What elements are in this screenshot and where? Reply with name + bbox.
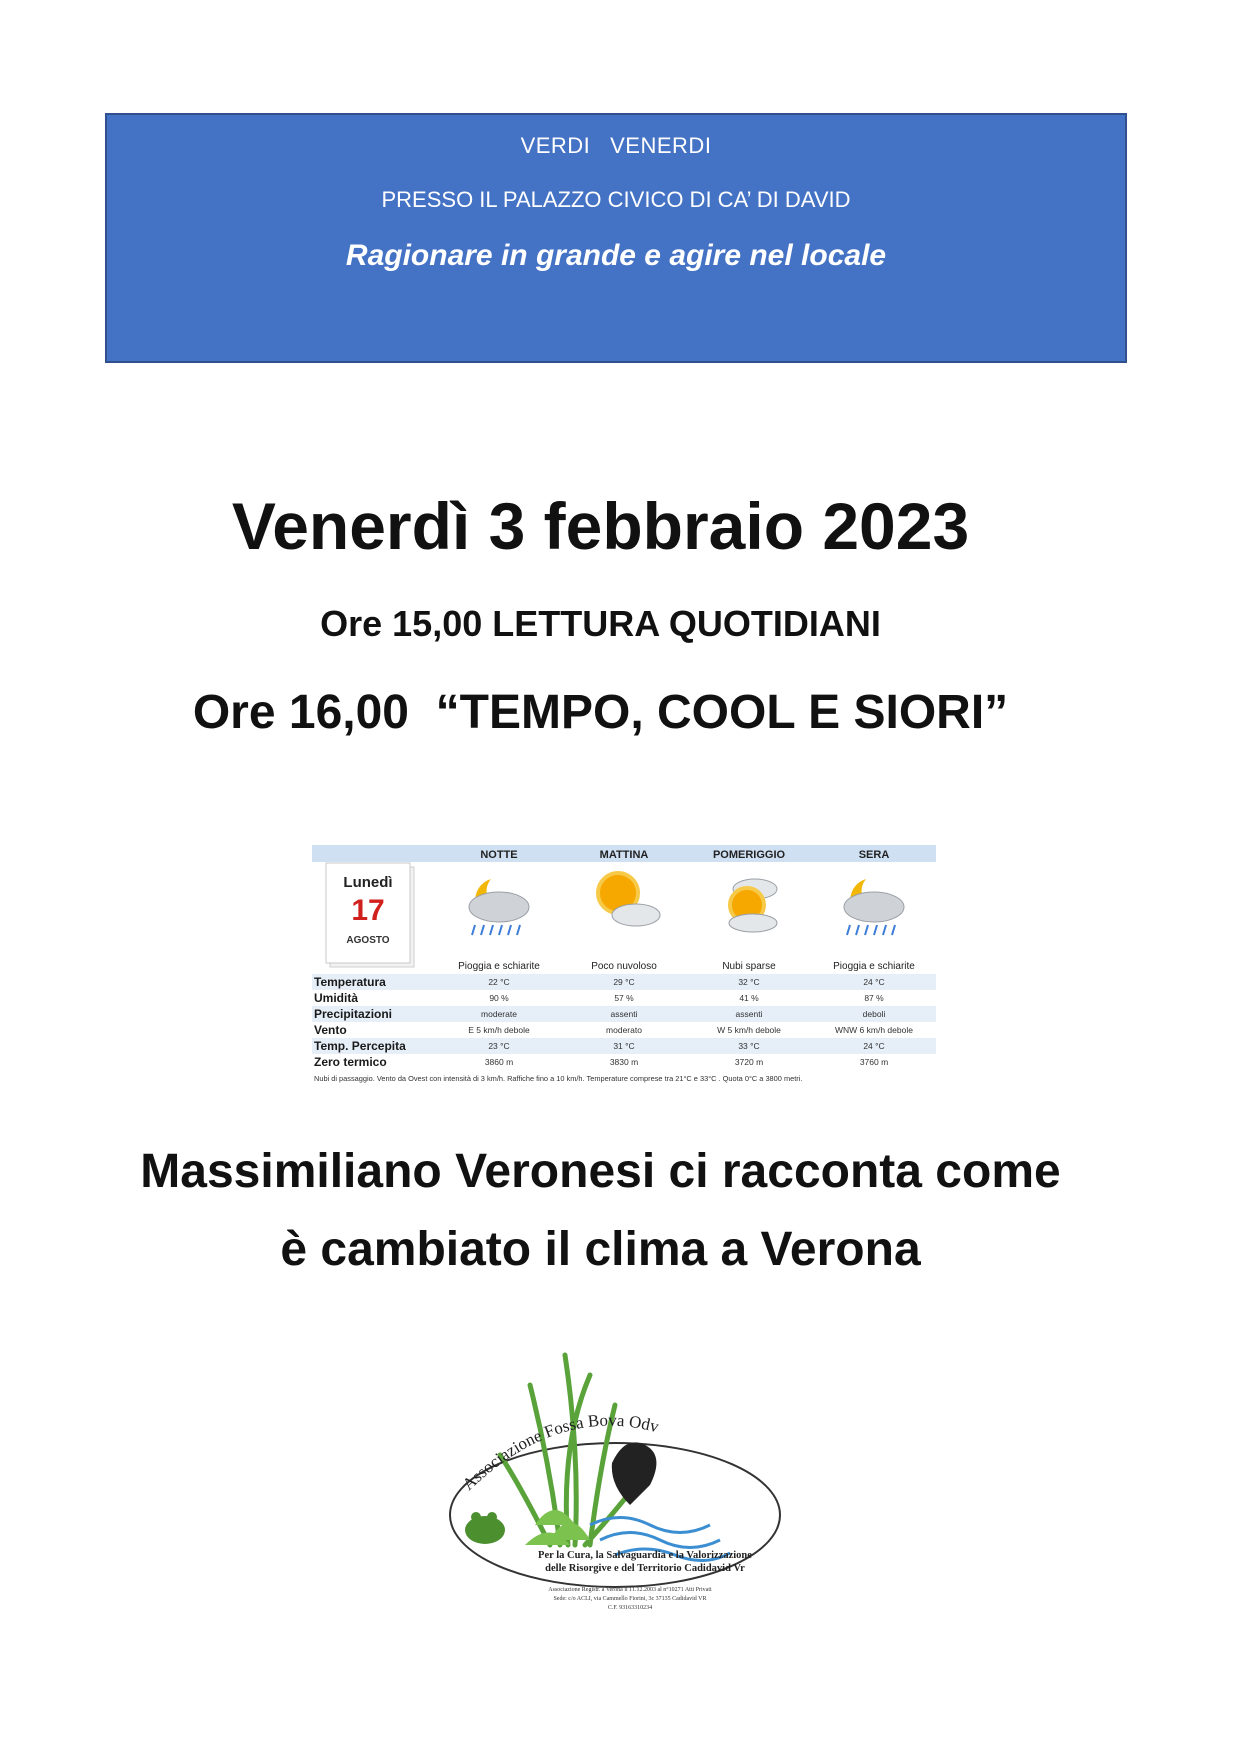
schedule-item-talk: Ore 16,00 “TEMPO, COOL E SIORI” bbox=[192, 686, 1009, 739]
row-label: Umidità bbox=[314, 991, 359, 1005]
table-cell: W 5 km/h debole bbox=[717, 1025, 781, 1035]
column-header: POMERIGGIO bbox=[712, 849, 786, 861]
heart-icon bbox=[612, 1442, 657, 1505]
calendar-weekday: Lunedì bbox=[343, 874, 393, 891]
table-cell: WNW 6 km/h debole bbox=[835, 1025, 913, 1035]
header-banner bbox=[105, 113, 1127, 363]
logo-caption-2: delle Risorgive e del Territorio Cadidavid Vr bbox=[545, 1563, 745, 1574]
banner-title: VERDI VENERDI bbox=[520, 133, 712, 158]
forecast-note: Nubi di passaggio. Vento da Ovest con intensità di 3 km/h. Raffiche fino a 10 km/h. Temperature comprese tra 21°C e 33°C . Quota 0°C a 3800 metri. bbox=[314, 1074, 803, 1083]
column-header: SERA bbox=[858, 849, 890, 861]
association-logo bbox=[440, 1345, 800, 1625]
table-cell: 22 °C bbox=[488, 977, 510, 987]
weather-forecast-table bbox=[312, 843, 936, 1103]
logo-small-3: C.F. 93163310234 bbox=[607, 1605, 653, 1611]
schedule-item-reading: Ore 15,00 LETTURA QUOTIDIANI bbox=[320, 603, 881, 644]
condition-label: Nubi sparse bbox=[722, 961, 776, 972]
table-cell: 3860 m bbox=[484, 1057, 514, 1067]
logo-caption-1: Per la Cura, la Salvaguardia e la Valorizzazione bbox=[538, 1550, 752, 1561]
condition-label: Poco nuvoloso bbox=[591, 961, 657, 972]
table-cell: E 5 km/h debole bbox=[468, 1025, 530, 1035]
table-cell: 41 % bbox=[739, 993, 759, 1003]
speaker-announcement bbox=[0, 1133, 1221, 1289]
calendar-icon bbox=[326, 863, 414, 967]
table-cell: 32 °C bbox=[738, 977, 760, 987]
table-cell: moderato bbox=[606, 1025, 642, 1035]
table-cell: 29 °C bbox=[613, 977, 635, 987]
table-cell: deboli bbox=[862, 1009, 886, 1019]
table-cell: assenti bbox=[610, 1009, 638, 1019]
column-header: NOTTE bbox=[480, 849, 518, 861]
calendar-month: AGOSTO bbox=[346, 935, 390, 946]
calendar-day: 17 bbox=[351, 894, 385, 927]
event-date: Venerdì 3 febbraio 2023 bbox=[231, 489, 970, 563]
table-cell: 57 % bbox=[614, 993, 634, 1003]
speaker-line-2: è cambiato il clima a Verona bbox=[280, 1223, 921, 1276]
table-cell: 90 % bbox=[489, 993, 509, 1003]
column-header: MATTINA bbox=[599, 849, 649, 861]
condition-label: Pioggia e schiarite bbox=[833, 961, 915, 972]
banner-tagline: Ragionare in grande e agire nel locale bbox=[345, 239, 887, 272]
table-cell: assenti bbox=[735, 1009, 763, 1019]
row-label: Temp. Percepita bbox=[314, 1039, 406, 1053]
row-label: Precipitazioni bbox=[314, 1007, 393, 1021]
condition-label: Pioggia e schiarite bbox=[458, 961, 540, 972]
row-label: Temperatura bbox=[314, 975, 386, 989]
speaker-line-1: Massimiliano Veronesi ci racconta come bbox=[140, 1145, 1061, 1198]
table-cell: 33 °C bbox=[738, 1041, 760, 1051]
table-cell: 3830 m bbox=[609, 1057, 639, 1067]
frog-icon bbox=[465, 1512, 505, 1544]
table-cell: 87 % bbox=[864, 993, 884, 1003]
table-cell: 3720 m bbox=[734, 1057, 764, 1067]
table-cell: 23 °C bbox=[488, 1041, 510, 1051]
banner-venue: PRESSO IL PALAZZO CIVICO DI CA’ DI DAVID bbox=[381, 187, 851, 212]
logo-arc-text: Associazione Fossa Bova Odv bbox=[458, 1410, 661, 1494]
table-cell: moderate bbox=[481, 1009, 517, 1019]
logo-small-2: Sede: c/o ACLI, via Cammello Fiorini, 3c 37135 Cadidavid VR bbox=[553, 1596, 707, 1602]
table-cell: 24 °C bbox=[863, 1041, 885, 1051]
table-cell: 3760 m bbox=[859, 1057, 889, 1067]
row-label: Vento bbox=[314, 1023, 347, 1037]
table-cell: 24 °C bbox=[863, 977, 885, 987]
logo-small-1: Associazione Registr. a Verona il 11.12.2003 al n°10271 Atti Privati bbox=[548, 1587, 712, 1593]
table-cell: 31 °C bbox=[613, 1041, 635, 1051]
row-label: Zero termico bbox=[314, 1055, 387, 1069]
